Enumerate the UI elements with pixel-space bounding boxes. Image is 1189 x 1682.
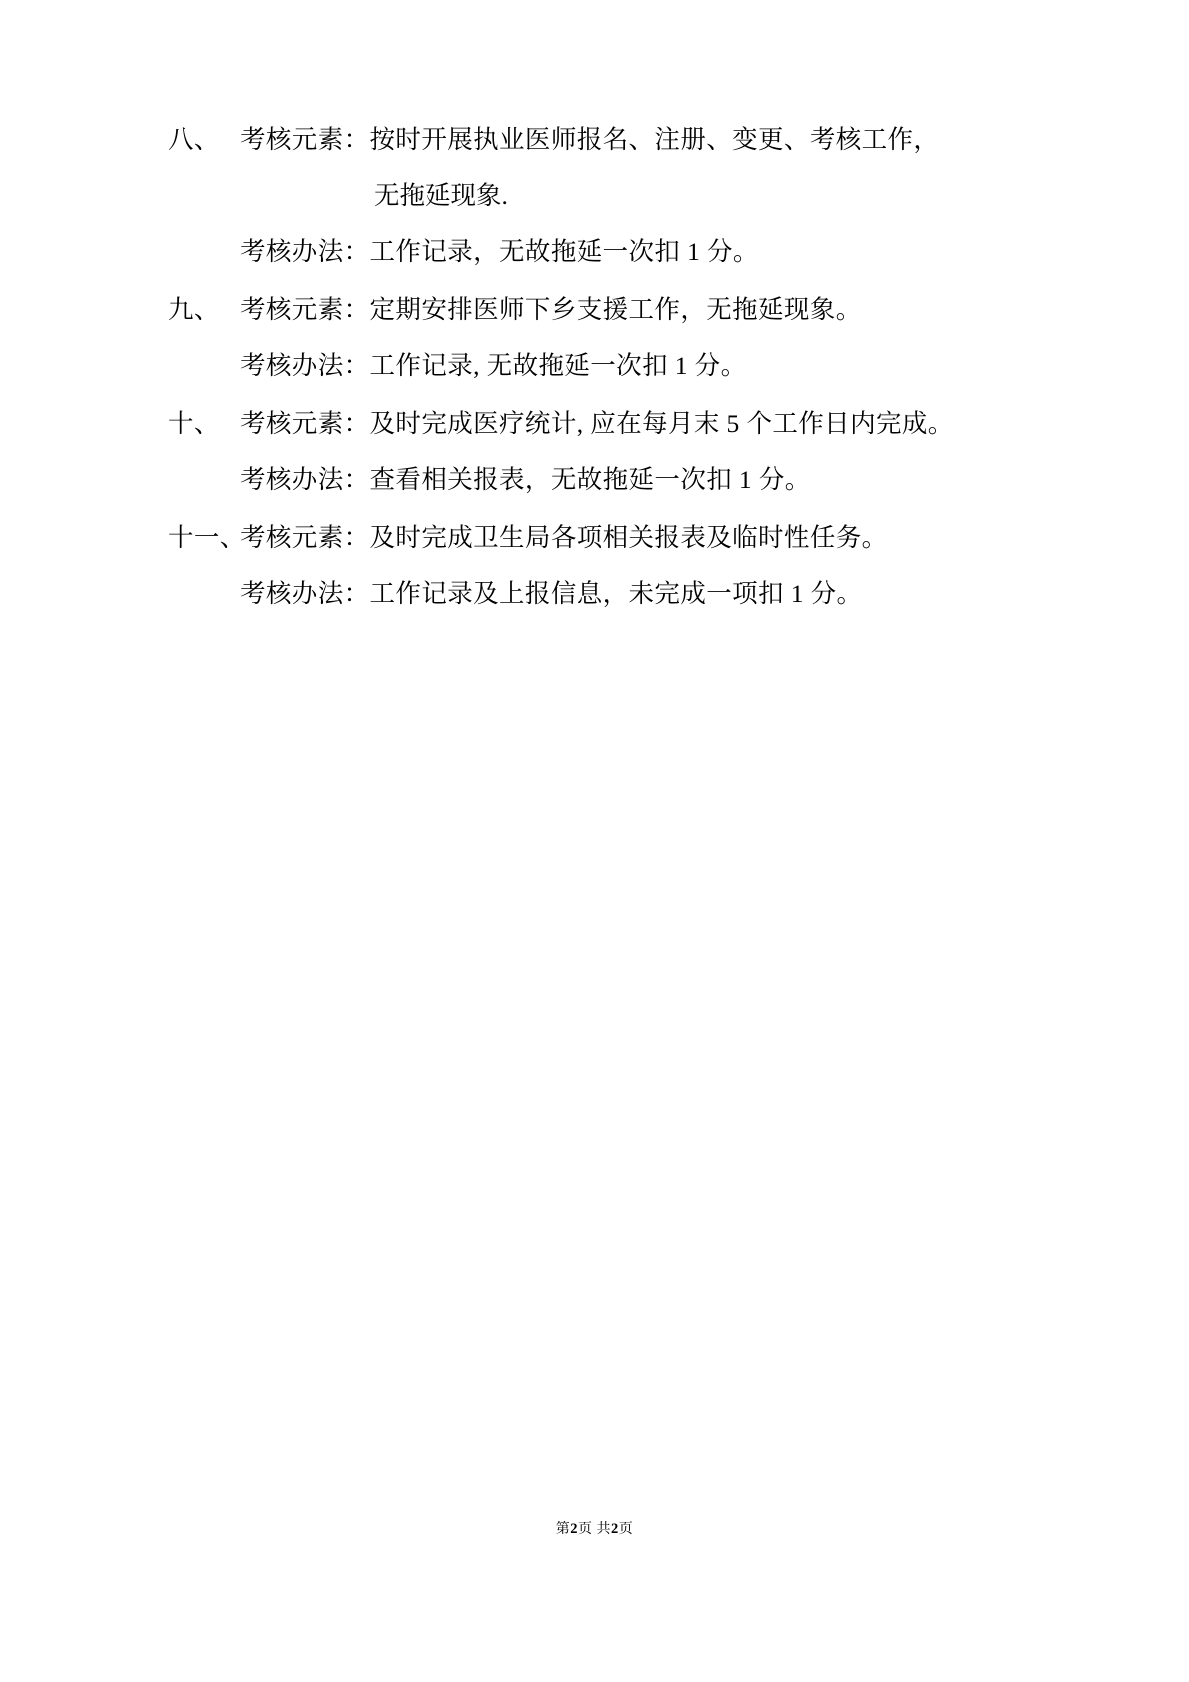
element-text-continued: 无拖延现象. xyxy=(374,181,508,210)
layout-spacer xyxy=(168,168,240,224)
method-text: 工作记录及上报信息，未完成一项扣 1 分。 xyxy=(369,579,863,608)
element-text: 定期安排医师下乡支援工作，无拖延现象。 xyxy=(369,295,862,324)
element-text: 及时完成医疗统计, 应在每月末 5 个工作日内完成。 xyxy=(369,409,954,438)
method-text: 工作记录，无故拖延一次扣 1 分。 xyxy=(369,237,759,266)
page-footer xyxy=(0,1518,1189,1538)
item-number: 九、 xyxy=(168,295,220,324)
footer-prefix: 第 xyxy=(555,1522,571,1537)
assessment-element-row xyxy=(168,510,1028,566)
method-label: 考核办法： xyxy=(240,579,370,608)
method-label: 考核办法： xyxy=(240,351,370,380)
element-label: 考核元素： xyxy=(240,125,370,154)
assessment-method-row xyxy=(168,452,1028,508)
assessment-method-row xyxy=(168,224,1028,280)
element-label: 考核元素： xyxy=(240,295,370,324)
page-number-group xyxy=(556,1518,634,1538)
list-item xyxy=(168,282,1028,394)
list-item xyxy=(168,112,1028,280)
layout-indent xyxy=(240,168,374,224)
footer-suffix: 页 xyxy=(618,1522,634,1537)
method-text: 查看相关报表，无故拖延一次扣 1 分。 xyxy=(369,465,811,494)
assessment-element-row xyxy=(168,396,1028,452)
method-label: 考核办法： xyxy=(240,237,370,266)
item-number: 八、 xyxy=(168,125,220,154)
assessment-method-row xyxy=(168,566,1028,622)
list-item xyxy=(168,510,1028,622)
list-item xyxy=(168,396,1028,508)
element-text-continued-row xyxy=(168,168,1028,224)
document-body xyxy=(168,112,1028,624)
footer-current-page: 2 xyxy=(570,1521,578,1537)
element-text: 及时完成卫生局各项相关报表及临时性任务。 xyxy=(369,523,888,552)
footer-middle: 页 共 xyxy=(578,1522,611,1537)
element-label: 考核元素： xyxy=(240,523,370,552)
footer-total-pages: 2 xyxy=(611,1521,619,1537)
item-number: 十一、 xyxy=(168,523,246,552)
assessment-element-row xyxy=(168,282,1028,338)
assessment-method-row xyxy=(168,338,1028,394)
method-text: 工作记录, 无故拖延一次扣 1 分。 xyxy=(369,351,747,380)
item-number: 十、 xyxy=(168,409,220,438)
element-text: 按时开展执业医师报名、注册、变更、考核工作， xyxy=(369,125,940,154)
assessment-element-row xyxy=(168,112,1028,168)
method-label: 考核办法： xyxy=(240,465,370,494)
element-label: 考核元素： xyxy=(240,409,370,438)
